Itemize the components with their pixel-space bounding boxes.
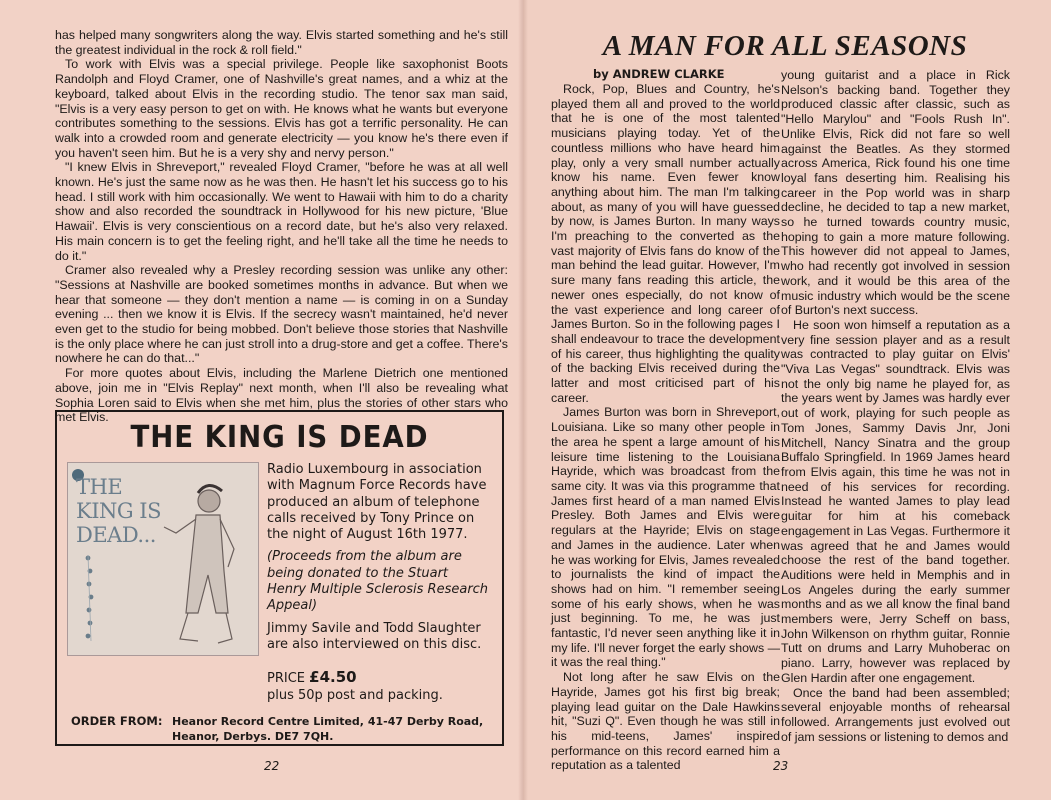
paragraph: He soon won himself a reputation as a very fine session player and as a result was contracted to play guitar on Elvis' "Viva Las Vegas" soundtrack. Elvis was not the only big name he played for, as the years went by James was hardly ever out of work, playing for such people as Tom Jones, Sammy Davis Jnr, Joni Mitchell, Nancy Sinatra and the group Buffalo Springfield. In 1969 James heard from Elvis again, this time he was not in need of his services for recording. Instead he wanted James to play lead guitar for him at his comeback engagement in Las Vegas. Furthermore it was agreed that he and James would choose the rest of the band together. Auditions were held in Memphis and in Los Angeles during the early summer months and as we all know the final band members were, Jerry Scheff on bass, John Wilkenson on rhythm guitar, Ronnie Tutt on drums and Larry Muhoberac on piano. Larry, however was replaced by Glen Hardin after one engagement. — [781, 317, 1010, 685]
article-column-1 — [551, 82, 780, 773]
left-page — [0, 0, 523, 800]
also-interviewed: Jimmy Savile and Todd Slaughter are also interviewed on this disc. — [267, 620, 482, 652]
order-address — [172, 714, 483, 744]
price-value: £4.50 — [309, 668, 357, 687]
paragraph: Rock, Pop, Blues and Country, he's played them all and proved to the world that he is one of the most talented musicians playing today. Yet of the countless millions who have heard him play, only a very small number actually know his name. Even fewer know anything about him. The man I'm talking about, as many of you will have guessed by now, is James Burton. In many ways I'm preaching to the converted as the vast majority of Elvis fans do know of the man behind the lead guitar. However, I'm sure many fans reading this article, the newer ones especially, do not know of the vast experience and long career of James Burton. So in the following pages I shall endeavour to trace the development of his career, thus highlighting the quality of the backing Elvis received during the latter and most criticised part of his career. — [551, 82, 780, 405]
left-article-text — [55, 28, 508, 425]
album-cover-title: THE KING IS DEAD... — [76, 475, 161, 547]
price-line — [267, 669, 489, 704]
ad-description — [267, 462, 489, 710]
album-advertisement — [55, 410, 504, 746]
order-address-line: Heanor, Derbys. DE7 7QH. — [172, 730, 334, 743]
byline: by ANDREW CLARKE — [593, 67, 725, 81]
paragraph: For more quotes about Elvis, including the Marlene Dietrich one mentioned above, join me in "Elvis Replay" next month, when I'll also be revealing what Sophia Loren said to Elvis when she met him, plus the stories of other stars who met Elvis. — [55, 366, 508, 425]
page-number-right: 23 — [773, 759, 789, 773]
paragraph: James Burton was born in Shreveport, Louisiana. Like so many other people in the area he spent a large amount of his leisure time listening to the Louisiana Hayride, which was broadcast from the same city. It was via this programme that James first heard of a man named Elvis Presley. Both James and Elvis were regulars at the Hayride; Elvis on stage and James in the audience. Later when he was working for Elvis, James revealed to journalists the kind of impact the shows had on him. "I remember seeing some of his early shows, when he was just beginning. To me, he was just fantastic, I'd never seen anything like it in my life. I'll never forget the early shows — it was the real thing." — [551, 405, 780, 670]
paragraph: Not long after he saw Elvis on the Hayride, James got his first big break; playing lead guitar on the Dale Hawkins hit, "Suzi Q". Even though he was still in his mid-teens, James' inspired performance on this record earned him a reputation as a talented — [551, 670, 780, 773]
paragraph: has helped many songwriters along the way. Elvis started something and he's still the greatest individual in the rock & roll field." — [55, 28, 508, 57]
paragraph: Cramer also revealed why a Presley recording session was unlike any other: "Sessions at Nashville are booked sometimes months in advance. But when we hear that someone — they don't mention a name — is coming in on a Sunday evening ... then we know it is Elvis. If the secrecy wasn't maintained, he'd never even get to the studio for being mobbed. Don't believe those stories that Nashville is the only place where he can just stroll into a drug-store and get a coffee. There's nowhere he can do that..." — [55, 263, 508, 366]
ad-body: Radio Luxembourg in association with Magnum Force Records have produced an album of telephone calls received by Tony Prince on the night of August 16th 1977. — [267, 462, 487, 543]
postage-note: plus 50p post and packing. — [267, 687, 443, 703]
paragraph: "I knew Elvis in Shreveport," revealed Floyd Cramer, "before he was at all well known. He's just the same now as he was then. He hasn't let his success go to his head. I still work with him occasionally. We went to Hawaii with him to do a charity show and also recorded the soundtrack in Hollywood for his new picture, 'Blue Hawaii'. Elvis is very conscientious on a record date, but he's also very relaxed. His main concern is to get the feeling right, and he'll take all the time he needs to do it." — [55, 160, 508, 263]
right-page — [523, 0, 1051, 800]
album-cover-image — [67, 462, 259, 656]
price-label: PRICE — [267, 671, 305, 687]
page-gutter — [518, 0, 528, 800]
article-title: A MAN FOR ALL SEASONS — [602, 30, 968, 62]
elvis-figure-icon — [68, 463, 258, 655]
article-column-2 — [781, 68, 1010, 744]
order-label: ORDER FROM: — [71, 714, 163, 728]
paragraph: Once the band had been assembled; several enjoyable months of rehearsal followed. Arrangements just evolved out of jam sessions or listening to demos and — [781, 685, 1010, 744]
order-address-line: Heanor Record Centre Limited, 41-47 Derby Road, — [172, 715, 484, 728]
paragraph: young guitarist and a place in Rick Nelson's backing band. Together they produced classic after classic, such as "Hello Marylou" and "Fools Rush In". Unlike Elvis, Rick did not fare so well against the Beatles. As they stormed across America, Rick found his one time loyal fans deserting him. Realising his career in the Pop world was in sharp decline, he decided to tap a new market, so he turned towards country music, hoping to gain a more mature following. This however did not appeal to James, who had recently got involved in session work, and it would be this area of the music industry which would be the scene of Burton's next success. — [781, 68, 1010, 318]
ad-title: THE KING IS DEAD — [130, 420, 429, 455]
donation-note: (Proceeds from the album are being donated to the Stuart Henry Multiple Sclerosis Research Appeal) — [267, 549, 489, 614]
paragraph: To work with Elvis was a special privilege. People like saxophonist Boots Randolph and Floyd Cramer, one of Nashville's great names, and a whiz at the keyboard, talked about Elvis in the recording studio. The tenor sax man said, "Elvis is a very easy person to get on with. He knows what he wants but everyone contributes something to the sessions. Elvis has got a terrific personality. He can walk into a crowded room and generate electricity — you know he's there even if you haven't seen him. But he is a very shy and nervy person." — [55, 57, 508, 160]
page-number-left: 22 — [264, 759, 280, 773]
